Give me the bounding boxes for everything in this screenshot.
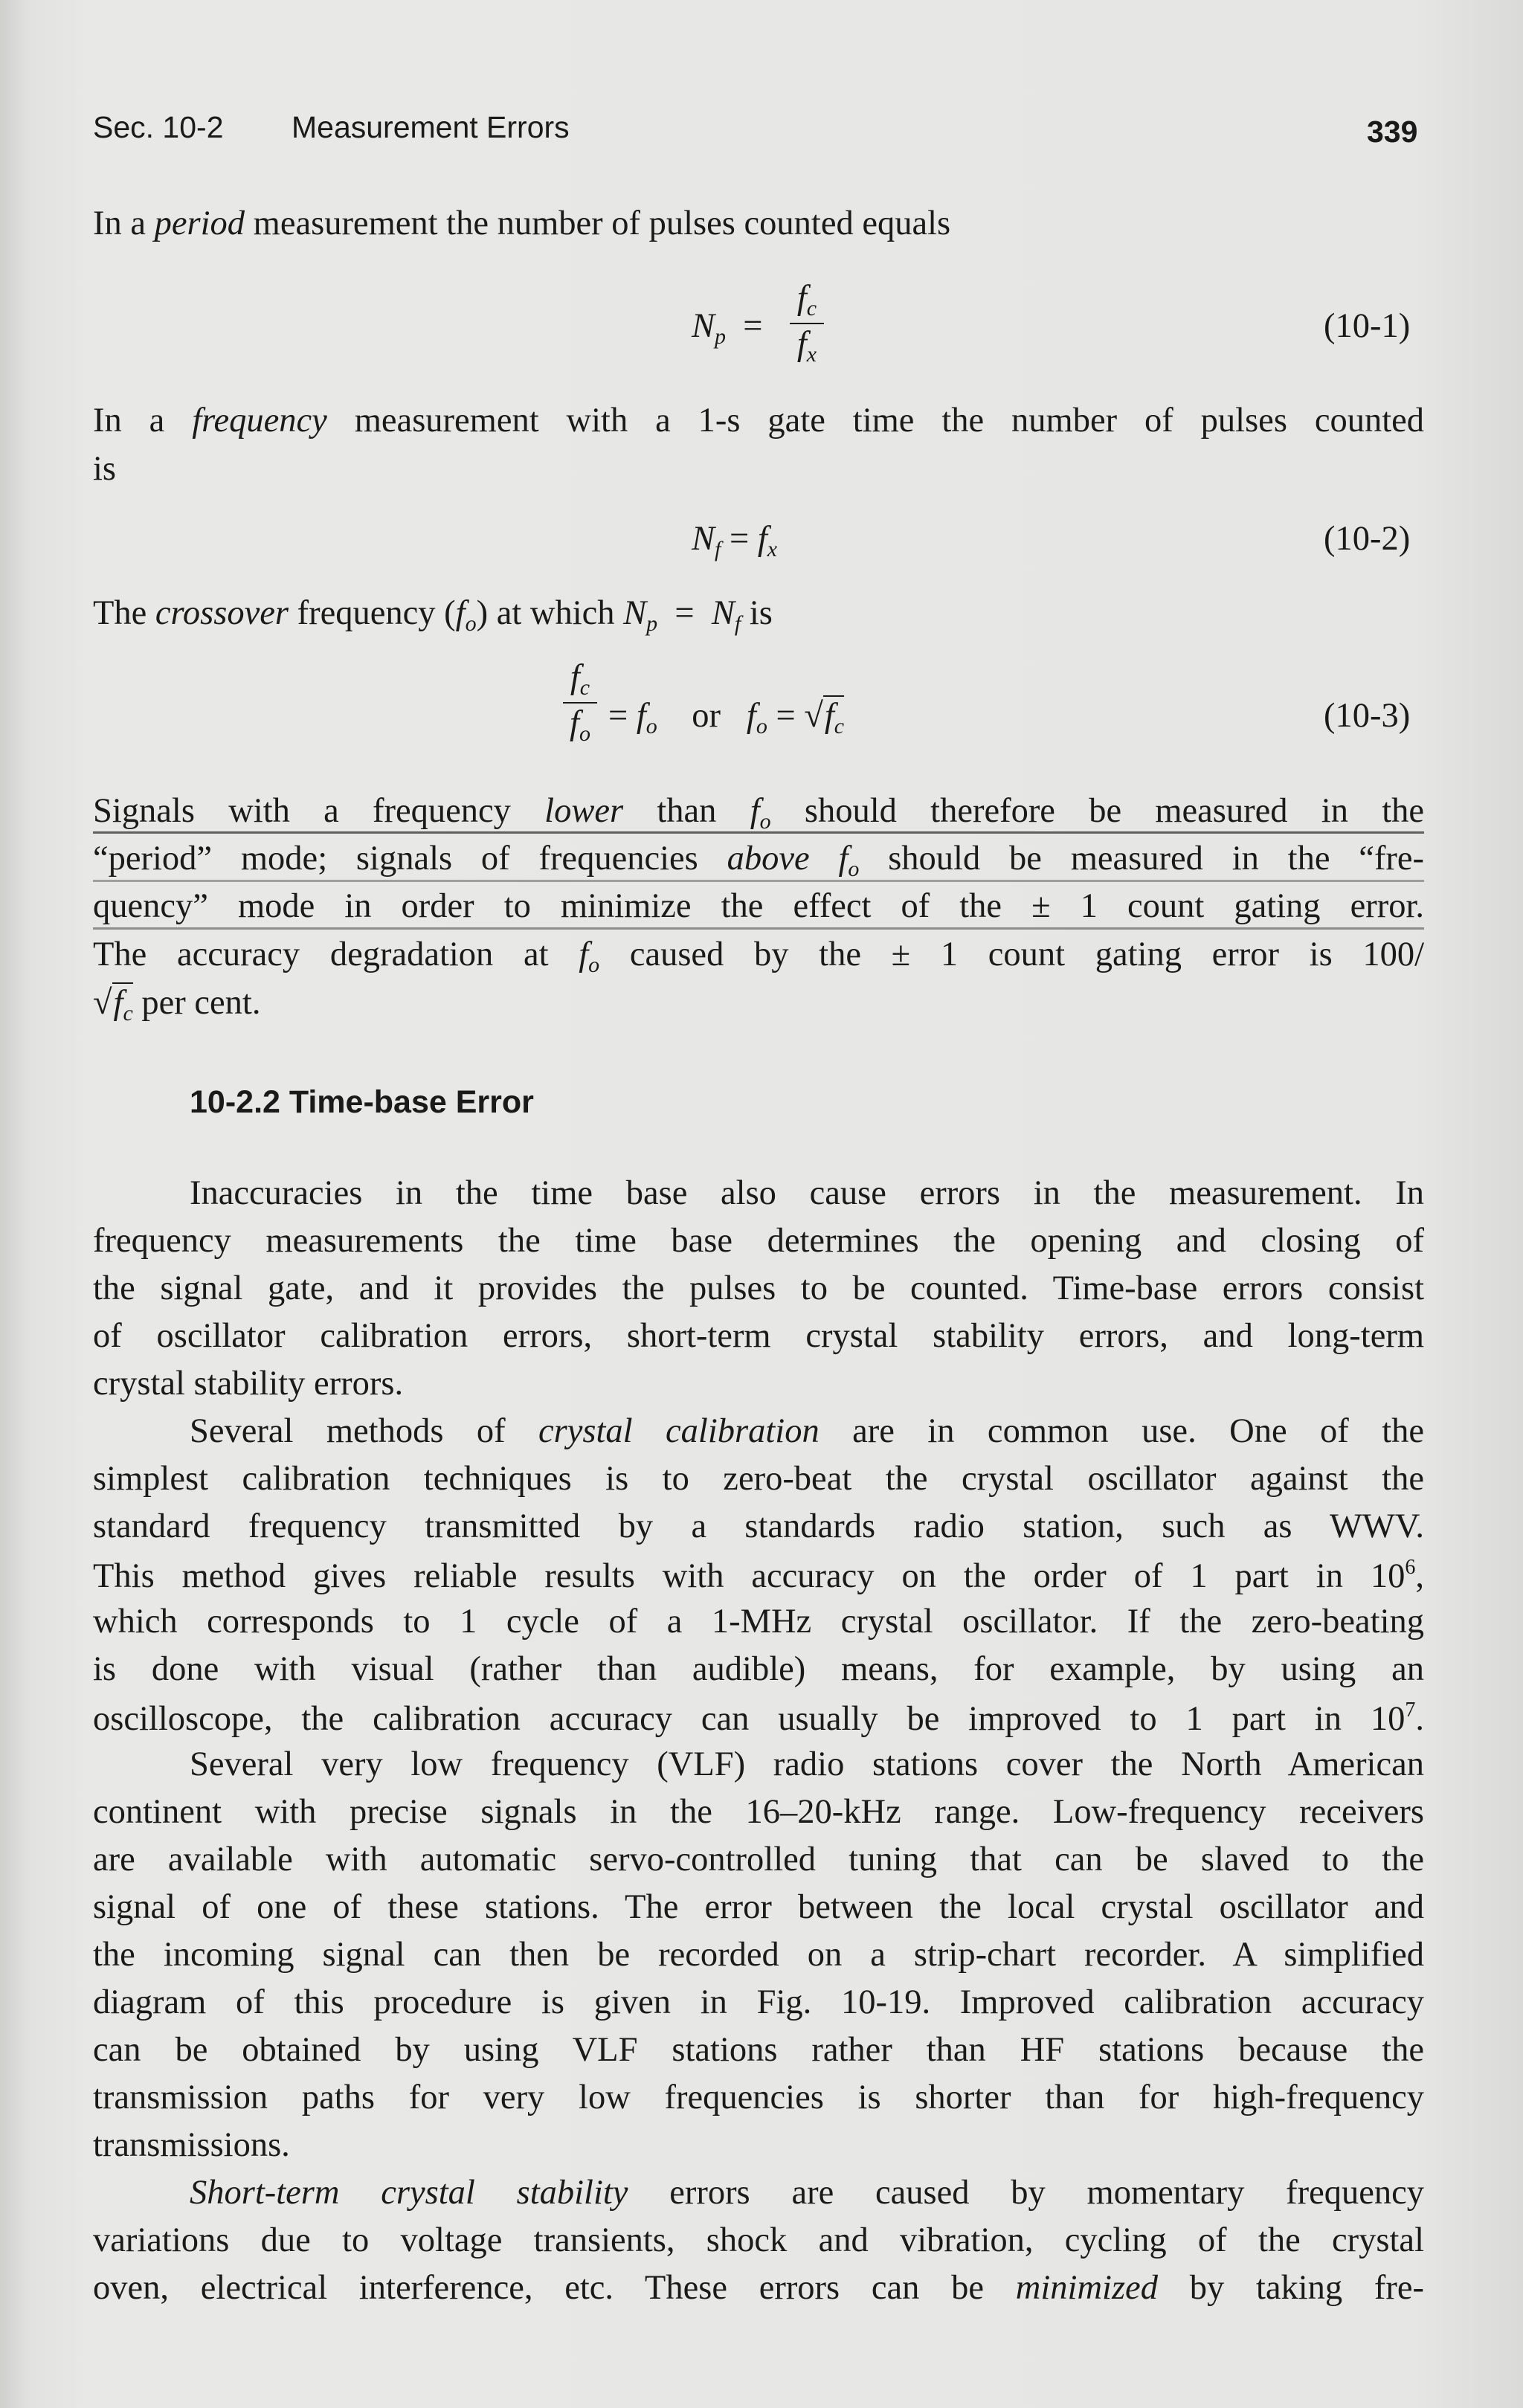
- signals-line-5: $√f_c$ per cent.: [93, 984, 261, 1026]
- frequency-intro-line: In a frequency measurement with a 1-s gate time the number of pulses counted: [93, 402, 1425, 440]
- text-line: of oscillator calibration errors, short-term crystal stability errors, and long-term: [93, 1317, 1424, 1355]
- text-line: can be obtained by using VLF stations rather than HF stations because the: [93, 2031, 1424, 2069]
- text-line: transmission paths for very low frequencies is shorter than for high-frequency: [93, 2079, 1424, 2116]
- section-heading: 10-2.2 Time-base Error: [190, 1084, 534, 1120]
- equation-or: or: [692, 697, 721, 735]
- text-line: simplest calibration techniques is to zero-beat the crystal oscillator against the: [93, 1460, 1424, 1498]
- frequency-intro-line-2: is: [93, 450, 117, 488]
- period-intro-text: measurement the number of pulses counted equals: [253, 205, 951, 242]
- text-line: Several very low frequency (VLF) radio stations cover the North American: [190, 1745, 1424, 1783]
- running-header-section: Sec. 10-2: [93, 110, 224, 144]
- text-line: oven, electrical interference, etc. These errors can be minimized by taking fre-: [93, 2269, 1425, 2307]
- equation-number-10-3: (10-3): [1324, 697, 1411, 735]
- running-header-title: Measurement Errors: [292, 110, 570, 144]
- text-line: frequency measurements the time base determines the opening and closing of: [93, 1222, 1424, 1260]
- pen-underline-mark: [93, 927, 1424, 930]
- text-line: signal of one of these stations. The error between the local crystal oscillator and: [93, 1888, 1424, 1926]
- signals-line-1: Signals with a frequency lower than $f_o$ should therefore be measured in the: [93, 792, 1425, 834]
- book-page: Sec. 10-2 Measurement Errors 339 In a period measurement the number of pulses counted equals $N_p$ = $f_c$ $f_x$ (10-1) In a frequency measurement with a 1-s gate time the number of pulses counted is $N_f = f_x$ (10-2) The crossover frequency $(f_o)$ at which $N_p = N_f$ is $f_c$ $f_o$ = $f_o$ or $f_o = √f_c$ (10-3) Signals with a frequency lower than $f_o$ should therefore be measured in the “period” mode; signals of frequencies above $f_o$ should be measured in the “fre- quency” mode in order to minimize the effect of the ± 1 count gating error. The accuracy degradation at $f_o$ caused by the ± 1 count gating error is 100/ $√f_c$ per cent. 10-2.2 Time-base Error Inaccuracies in the time base also cause errors in the measurement. In frequency measurements the time base determines the opening and closing of the signal gate, and it provides the pulses to be counted. Time-base errors consist of oscillator calibration errors, short-term crystal stability errors, and long-term crystal stability errors. Several methods of crystal calibration are in common use. One of the simplest calibration techniques is to zero-beat the crystal oscillator against the standard frequency transmitted by a standards radio station, such as WWV. This method gives reliable results with accuracy on the order of 1 part in $10^6$, which corresponds to 1 cycle of a 1-MHz crystal oscillator. If the zero-beating is done with visual (rather than audible) means, for example, by using an oscilloscope, the calibration accuracy can usually be improved to 1 part in $10^7$. Several very low frequency (VLF) radio stations cover the North American continent with precise signals in the 16–20-kHz range. Low-frequency receivers are available with automatic servo-controlled tuning that can be slaved to the signal of one of these stations. The error between the local crystal oscillator and the incoming signal can then be recorded on a strip-chart recorder. A simplified diagram of this procedure is given in Fig. 10-19. Improved calibration accuracy can be obtained by using VLF stations rather than HF stations because the transmission paths for very low frequencies is shorter than for high-frequency transmissions. Short-term crystal stability errors are caused by momentary frequency variations due to voltage transients, shock and vibration, cycling of the crystal oven, electrical interference, etc. These errors can be minimized by taking fre-: [0, 0, 1523, 2408]
- period-intro-line: In a period measurement the number of pulses counted equals: [93, 205, 951, 242]
- signals-line-3: quency” mode in order to minimize the effect of the ± 1 count gating error.: [93, 887, 1424, 925]
- text-line: Short-term crystal stability errors are caused by momentary frequency: [190, 2174, 1424, 2212]
- page-number: 339: [1367, 115, 1418, 149]
- text-line: transmissions.: [93, 2126, 290, 2164]
- equation-number-10-2: (10-2): [1324, 520, 1411, 558]
- text-line: crystal stability errors.: [93, 1365, 404, 1403]
- text-line: is done with visual (rather than audible) means, for example, by using an: [93, 1650, 1424, 1688]
- equation-number-10-1: (10-1): [1324, 307, 1411, 345]
- text-line: the signal gate, and it provides the pulses to be counted. Time-base errors consist: [93, 1269, 1424, 1307]
- period-emphasis: period: [154, 205, 245, 242]
- text-line: This method gives reliable results with accuracy on the order of 1 part in $10^6$,: [93, 1556, 1424, 1595]
- text-line: variations due to voltage transients, shock and vibration, cycling of the crystal: [93, 2221, 1424, 2259]
- text-line: Inaccuracies in the time base also cause errors in the measurement. In: [190, 1174, 1424, 1212]
- text-line: standard frequency transmitted by a standards radio station, such as WWV.: [93, 1507, 1424, 1545]
- crossover-emphasis: crossover: [155, 594, 289, 632]
- pen-underline-mark: [93, 880, 1424, 882]
- text-line: oscilloscope, the calibration accuracy can usually be improved to 1 part in $10^7$.: [93, 1699, 1424, 1738]
- text-line: the incoming signal can then be recorded on a strip-chart recorder. A simplified: [93, 1936, 1424, 1974]
- crossover-line: The crossover frequency $(f_o)$ at which $N_p = N_f$ is: [93, 594, 773, 636]
- signals-line-2: “period” mode; signals of frequencies above $f_o$ should be measured in the “fre-: [93, 840, 1425, 881]
- pen-underline-mark: [93, 831, 1424, 834]
- text-line: Several methods of crystal calibration are in common use. One of the: [190, 1412, 1424, 1450]
- text-line: which corresponds to 1 cycle of a 1-MHz crystal oscillator. If the zero-beating: [93, 1603, 1424, 1641]
- text-line: are available with automatic servo-controlled tuning that can be slaved to the: [93, 1841, 1424, 1879]
- text-line: continent with precise signals in the 16–20-kHz range. Low-frequency receivers: [93, 1793, 1424, 1831]
- frequency-emphasis: frequency: [192, 402, 327, 440]
- text-line: diagram of this procedure is given in Fig. 10-19. Improved calibration accuracy: [93, 1983, 1424, 2021]
- signals-line-4: The accuracy degradation at $f_o$ caused by the ± 1 count gating error is 100/: [93, 936, 1425, 977]
